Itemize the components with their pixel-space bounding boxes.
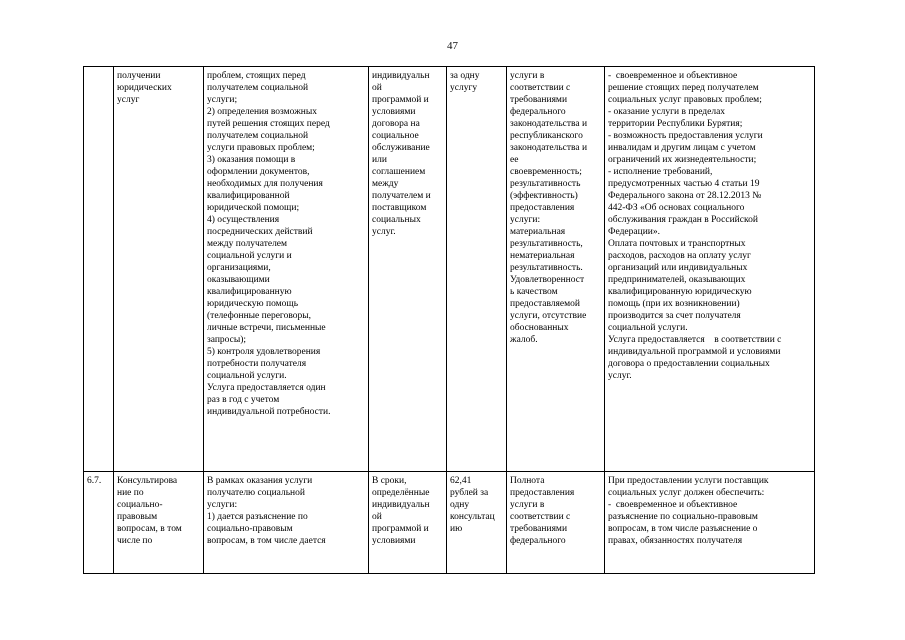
- cell-service-content: проблем, стоящих перед получателем социальной услуги; 2) определения возможных путей решения стоящих перед получателем социальной услуги правовых проблем; 3) оказания помощи в оформлении документов, необходимых для получения квалифицированной юридической помощи; 4) осуществления посреднических действий между получателем социальной услуги и организациями, оказывающими квалифицированную юридическую помощь (телефонные переговоры, личные встречи, письменные запросы); 5) контроля удовлетворения потребности получателя социальной услуги. Услуга предоставляется один раз в год с учетом индивидуальной потребности.: [204, 67, 369, 472]
- cell-service-conditions: - своевременное и объективное решение стоящих перед получателем социальных услуг правовых проблем; - оказание услуги в пределах территории Республики Бурятия; - возможность предоставления услуги инвалидам и другим лицам с учетом ограничений их жизнедеятельности; - исполнение требований, предусмотренных частью 4 статьи 19 Федерального закона от 28.12.2013 № 442-ФЗ «Об основах социального обслуживания граждан в Российской Федерации». Оплата почтовых и транспортных расходов, расходов на оплату услуг организаций или индивидуальных предпринимателей, оказывающих квалифицированную юридическую помощь (при их возникновении) производится за счет получателя социальной услуги. Услуга предоставляется в соответствии с индивидуальной программой и условиями договора о предоставлении социальных услуг.: [605, 67, 815, 472]
- cell-service-conditions: При предоставлении услуги поставщик социальных услуг должен обеспечить: - своевременное и объективное разъяснение по социально-правовым вопросам, в том числе разъяснение о правах, обязанностях получателя: [605, 472, 815, 574]
- table-row: [84, 67, 815, 472]
- cell-quality-indicators: Полнота предоставления услуги в соответствии с требованиями федерального: [507, 472, 605, 574]
- cell-service-content: В рамках оказания услуги получателю социальной услуги: 1) дается разъяснение по социально-правовым вопросам, в том числе дается: [204, 472, 369, 574]
- cell-number: [84, 67, 114, 472]
- cell-quality-indicators: услуги в соответствии с требованиями федерального законодательства и республиканского законодательства и ее своевременность; результативность (эффективность) предоставления услуги: материальная результативность, нематериальная результативность. Удовлетворенност ь качеством предоставляемой услуги, отсутствие обоснованных жалоб.: [507, 67, 605, 472]
- cell-service-terms: В сроки, определённые индивидуальн ой программой и условиями: [369, 472, 447, 574]
- cell-service-terms: индивидуальн ой программой и условиями договора на социальное обслуживание или соглашением между получателем и поставщиком социальных услуг.: [369, 67, 447, 472]
- services-table: [83, 66, 815, 574]
- table-row: [84, 472, 815, 574]
- page-number: 47: [447, 40, 458, 52]
- cell-service-name: Консультирова ние по социально- правовым вопросам, в том числе по: [114, 472, 204, 574]
- cell-service-name: получении юридических услуг: [114, 67, 204, 472]
- cell-number: 6.7.: [84, 472, 114, 574]
- cell-service-tariff: 62,41 рублей за одну консультац ию: [447, 472, 507, 574]
- cell-service-tariff: за одну услугу: [447, 67, 507, 472]
